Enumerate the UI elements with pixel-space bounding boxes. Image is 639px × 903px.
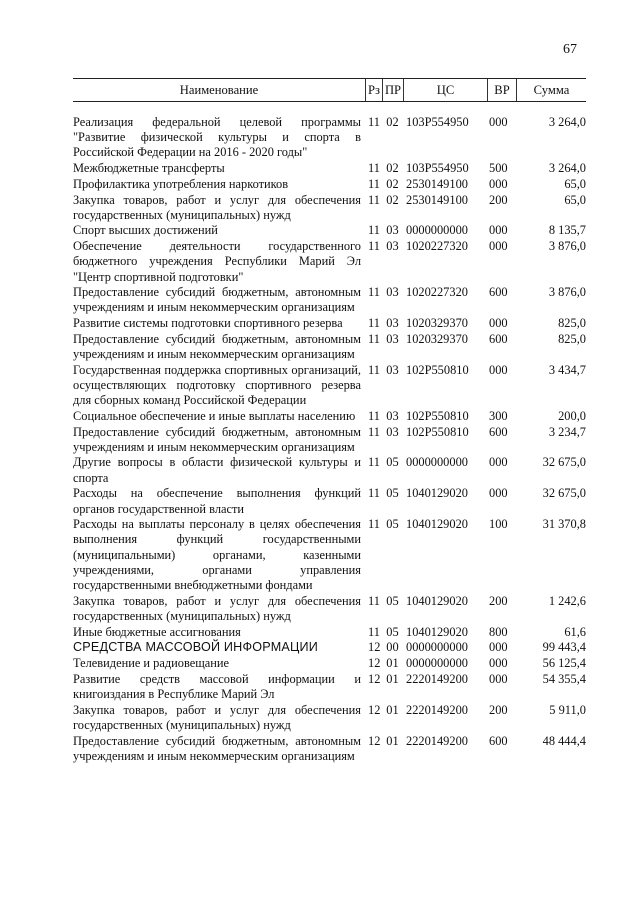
row-vr: 800 <box>489 624 508 639</box>
row-pr: 03 <box>386 239 399 254</box>
row-name: Реализация федеральной целевой программы "Развитие физической культуры и спорта в Российской Федерации на 2016 - 2020 годы" <box>73 115 361 160</box>
row-vr: 200 <box>489 192 508 207</box>
row-cs: 2530149100 <box>406 176 468 191</box>
row-vr: 000 <box>489 640 508 655</box>
table-row <box>73 332 586 362</box>
row-vr: 000 <box>489 671 508 686</box>
row-pr: 00 <box>386 640 399 655</box>
row-sum: 200,0 <box>558 408 586 423</box>
row-pr: 05 <box>386 517 399 532</box>
row-cs: 1020329370 <box>406 331 468 346</box>
row-pr: 01 <box>386 702 399 717</box>
row-sum: 32 675,0 <box>542 486 586 501</box>
row-sum: 54 355,4 <box>542 671 586 686</box>
header-rz: Рз <box>365 79 382 101</box>
row-sum: 825,0 <box>558 331 586 346</box>
row-sum: 99 443,4 <box>542 640 586 655</box>
table-row <box>73 409 586 424</box>
row-sum: 5 911,0 <box>549 702 586 717</box>
row-sum: 65,0 <box>564 176 586 191</box>
row-rz: 11 <box>368 192 380 207</box>
header-sum: Сумма <box>516 79 586 101</box>
budget-table <box>73 78 586 765</box>
row-pr: 02 <box>386 176 399 191</box>
row-cs: 102P550810 <box>406 424 469 439</box>
table-row <box>73 625 586 640</box>
row-pr: 05 <box>386 624 399 639</box>
row-rz: 12 <box>368 656 381 671</box>
row-name: Социальное обеспечение и иные выплаты населению <box>73 408 356 423</box>
row-rz: 11 <box>368 624 380 639</box>
row-cs: 1040129020 <box>406 486 468 501</box>
row-vr: 000 <box>489 176 508 191</box>
row-vr: 100 <box>489 517 508 532</box>
table-row <box>73 703 586 733</box>
row-pr: 01 <box>386 671 399 686</box>
row-pr: 02 <box>386 115 399 129</box>
table-row <box>73 115 586 161</box>
row-rz: 11 <box>368 115 380 129</box>
row-sum: 48 444,4 <box>542 733 586 748</box>
row-cs: 103P554950 <box>406 115 469 129</box>
row-rz: 11 <box>368 285 380 300</box>
row-sum: 3 264,0 <box>548 115 586 129</box>
table-body <box>73 102 586 764</box>
table-header <box>73 78 586 102</box>
row-rz: 11 <box>368 331 380 346</box>
row-sum: 3 876,0 <box>548 239 586 254</box>
row-rz: 11 <box>368 486 380 501</box>
row-cs: 0000000000 <box>406 640 468 655</box>
row-pr: 03 <box>386 408 399 423</box>
table-row <box>73 239 586 285</box>
row-rz: 12 <box>368 702 381 717</box>
row-sum: 3 234,7 <box>548 424 586 439</box>
row-vr: 000 <box>489 455 508 470</box>
row-cs: 1020227320 <box>406 285 468 300</box>
row-rz: 11 <box>368 593 380 608</box>
row-pr: 03 <box>386 331 399 346</box>
row-name: Предоставление субсидий бюджетным, автономным учреждениям и иным некоммерческим организациям <box>73 285 361 315</box>
row-sum: 3 264,0 <box>548 161 586 176</box>
row-pr: 03 <box>386 362 399 377</box>
row-cs: 2220149200 <box>406 702 468 717</box>
row-pr: 02 <box>386 161 399 176</box>
row-rz: 11 <box>368 362 380 377</box>
row-cs: 0000000000 <box>406 223 468 238</box>
row-vr: 000 <box>489 316 508 331</box>
row-sum: 8 135,7 <box>548 223 586 238</box>
row-rz: 12 <box>368 671 381 686</box>
row-vr: 000 <box>489 656 508 671</box>
row-name: Иные бюджетные ассигнования <box>73 624 241 639</box>
row-vr: 600 <box>489 285 508 300</box>
row-cs: 2530149100 <box>406 192 468 207</box>
row-name: СРЕДСТВА МАССОВОЙ ИНФОРМАЦИИ <box>73 640 319 655</box>
row-pr: 05 <box>386 455 399 470</box>
row-cs: 2220149200 <box>406 733 468 748</box>
row-vr: 200 <box>489 702 508 717</box>
row-sum: 1 242,6 <box>548 593 586 608</box>
row-name: Закупка товаров, работ и услуг для обеспечения государственных (муниципальных) нужд <box>73 702 361 732</box>
row-name: Профилактика употребления наркотиков <box>73 176 289 191</box>
table-row <box>73 517 586 593</box>
row-vr: 000 <box>489 362 508 377</box>
row-name: Расходы на обеспечение выполнения функций органов государственной власти <box>73 486 361 516</box>
row-rz: 11 <box>368 223 380 238</box>
row-cs: 0000000000 <box>406 455 468 470</box>
row-rz: 11 <box>368 517 380 532</box>
row-pr: 03 <box>386 285 399 300</box>
row-name: Предоставление субсидий бюджетным, автономным учреждениям и иным некоммерческим организациям <box>73 424 361 454</box>
header-vr: ВР <box>487 79 516 101</box>
row-name: Телевидение и радиовещание <box>73 656 230 671</box>
row-name: Расходы на выплаты персоналу в целях обеспечения выполнения функций государственными (муниципальными) органами, казенными учреждениями, органами управления государственными внебюджетными фондами <box>73 517 361 593</box>
table-row <box>73 425 586 455</box>
row-sum: 61,6 <box>564 624 586 639</box>
row-name: Обеспечение деятельности государственного бюджетного учреждения Республики Марий Эл "Центр спортивной подготовки" <box>73 239 361 284</box>
table-row <box>73 161 586 176</box>
row-sum: 3 434,7 <box>548 362 586 377</box>
row-name: Государственная поддержка спортивных организаций, осуществляющих подготовку спортивного резерва для сборных команд Российской Федерации <box>73 362 361 408</box>
row-rz: 11 <box>368 239 380 254</box>
table-row <box>73 223 586 238</box>
row-vr: 300 <box>489 408 508 423</box>
table-row <box>73 486 586 516</box>
row-rz: 12 <box>368 640 381 655</box>
header-pr: ПР <box>382 79 403 101</box>
page-number: 67 <box>563 42 577 57</box>
row-rz: 11 <box>368 161 380 176</box>
row-rz: 12 <box>368 733 381 748</box>
row-sum: 31 370,8 <box>542 517 586 532</box>
header-cs: ЦС <box>403 79 487 101</box>
row-cs: 1040129020 <box>406 624 468 639</box>
row-pr: 03 <box>386 424 399 439</box>
row-pr: 01 <box>386 656 399 671</box>
row-name: Предоставление субсидий бюджетным, автономным учреждениям и иным некоммерческим организациям <box>73 331 361 362</box>
row-name: Межбюджетные трансферты <box>73 161 225 176</box>
table-row <box>73 640 586 655</box>
row-sum: 56 125,4 <box>542 656 586 671</box>
row-cs: 0000000000 <box>406 656 468 671</box>
row-rz: 11 <box>368 176 380 191</box>
row-pr: 03 <box>386 223 399 238</box>
row-cs: 2220149200 <box>406 671 468 686</box>
table-row <box>73 734 586 764</box>
table-row <box>73 193 586 223</box>
row-cs: 1040129020 <box>406 517 468 532</box>
table-row <box>73 363 586 409</box>
row-cs: 102P550810 <box>406 408 469 423</box>
row-sum: 32 675,0 <box>542 455 586 470</box>
row-name: Спорт высших достижений <box>73 223 218 238</box>
table-row <box>73 672 586 702</box>
row-vr: 000 <box>489 115 508 129</box>
row-name: Развитие средств массовой информации и книгоиздания в Республике Марий Эл <box>73 671 361 702</box>
row-pr: 05 <box>386 486 399 501</box>
row-sum: 65,0 <box>564 192 586 207</box>
row-name: Закупка товаров, работ и услуг для обеспечения государственных (муниципальных) нужд <box>73 192 361 222</box>
table-row <box>73 656 586 671</box>
row-sum: 825,0 <box>558 316 586 331</box>
row-rz: 11 <box>368 408 380 423</box>
row-pr: 03 <box>386 316 399 331</box>
row-vr: 000 <box>489 486 508 501</box>
row-rz: 11 <box>368 455 380 470</box>
row-vr: 000 <box>489 223 508 238</box>
row-name: Предоставление субсидий бюджетным, автономным учреждениям и иным некоммерческим организациям <box>73 733 361 763</box>
row-pr: 02 <box>386 192 399 207</box>
row-cs: 102P550810 <box>406 362 469 377</box>
row-pr: 05 <box>386 593 399 608</box>
row-vr: 500 <box>489 161 508 176</box>
row-cs: 1020329370 <box>406 316 468 331</box>
table-row <box>73 594 586 624</box>
table-row <box>73 177 586 192</box>
row-vr: 600 <box>489 733 508 748</box>
table-row <box>73 316 586 331</box>
row-name: Другие вопросы в области физической культуры и спорта <box>73 455 361 485</box>
table-row <box>73 455 586 485</box>
row-rz: 11 <box>368 424 380 439</box>
row-rz: 11 <box>368 316 380 331</box>
table-row <box>73 285 586 315</box>
row-cs: 1020227320 <box>406 239 468 254</box>
row-vr: 600 <box>489 424 508 439</box>
row-vr: 600 <box>489 331 508 346</box>
row-pr: 01 <box>386 733 399 748</box>
row-name: Закупка товаров, работ и услуг для обеспечения государственных (муниципальных) нужд <box>73 593 361 623</box>
row-sum: 3 876,0 <box>548 285 586 300</box>
row-vr: 000 <box>489 239 508 254</box>
row-cs: 103P554950 <box>406 161 469 176</box>
row-name: Развитие системы подготовки спортивного резерва <box>73 316 343 331</box>
row-vr: 200 <box>489 593 508 608</box>
row-cs: 1040129020 <box>406 593 468 608</box>
header-name: Наименование <box>179 83 259 97</box>
